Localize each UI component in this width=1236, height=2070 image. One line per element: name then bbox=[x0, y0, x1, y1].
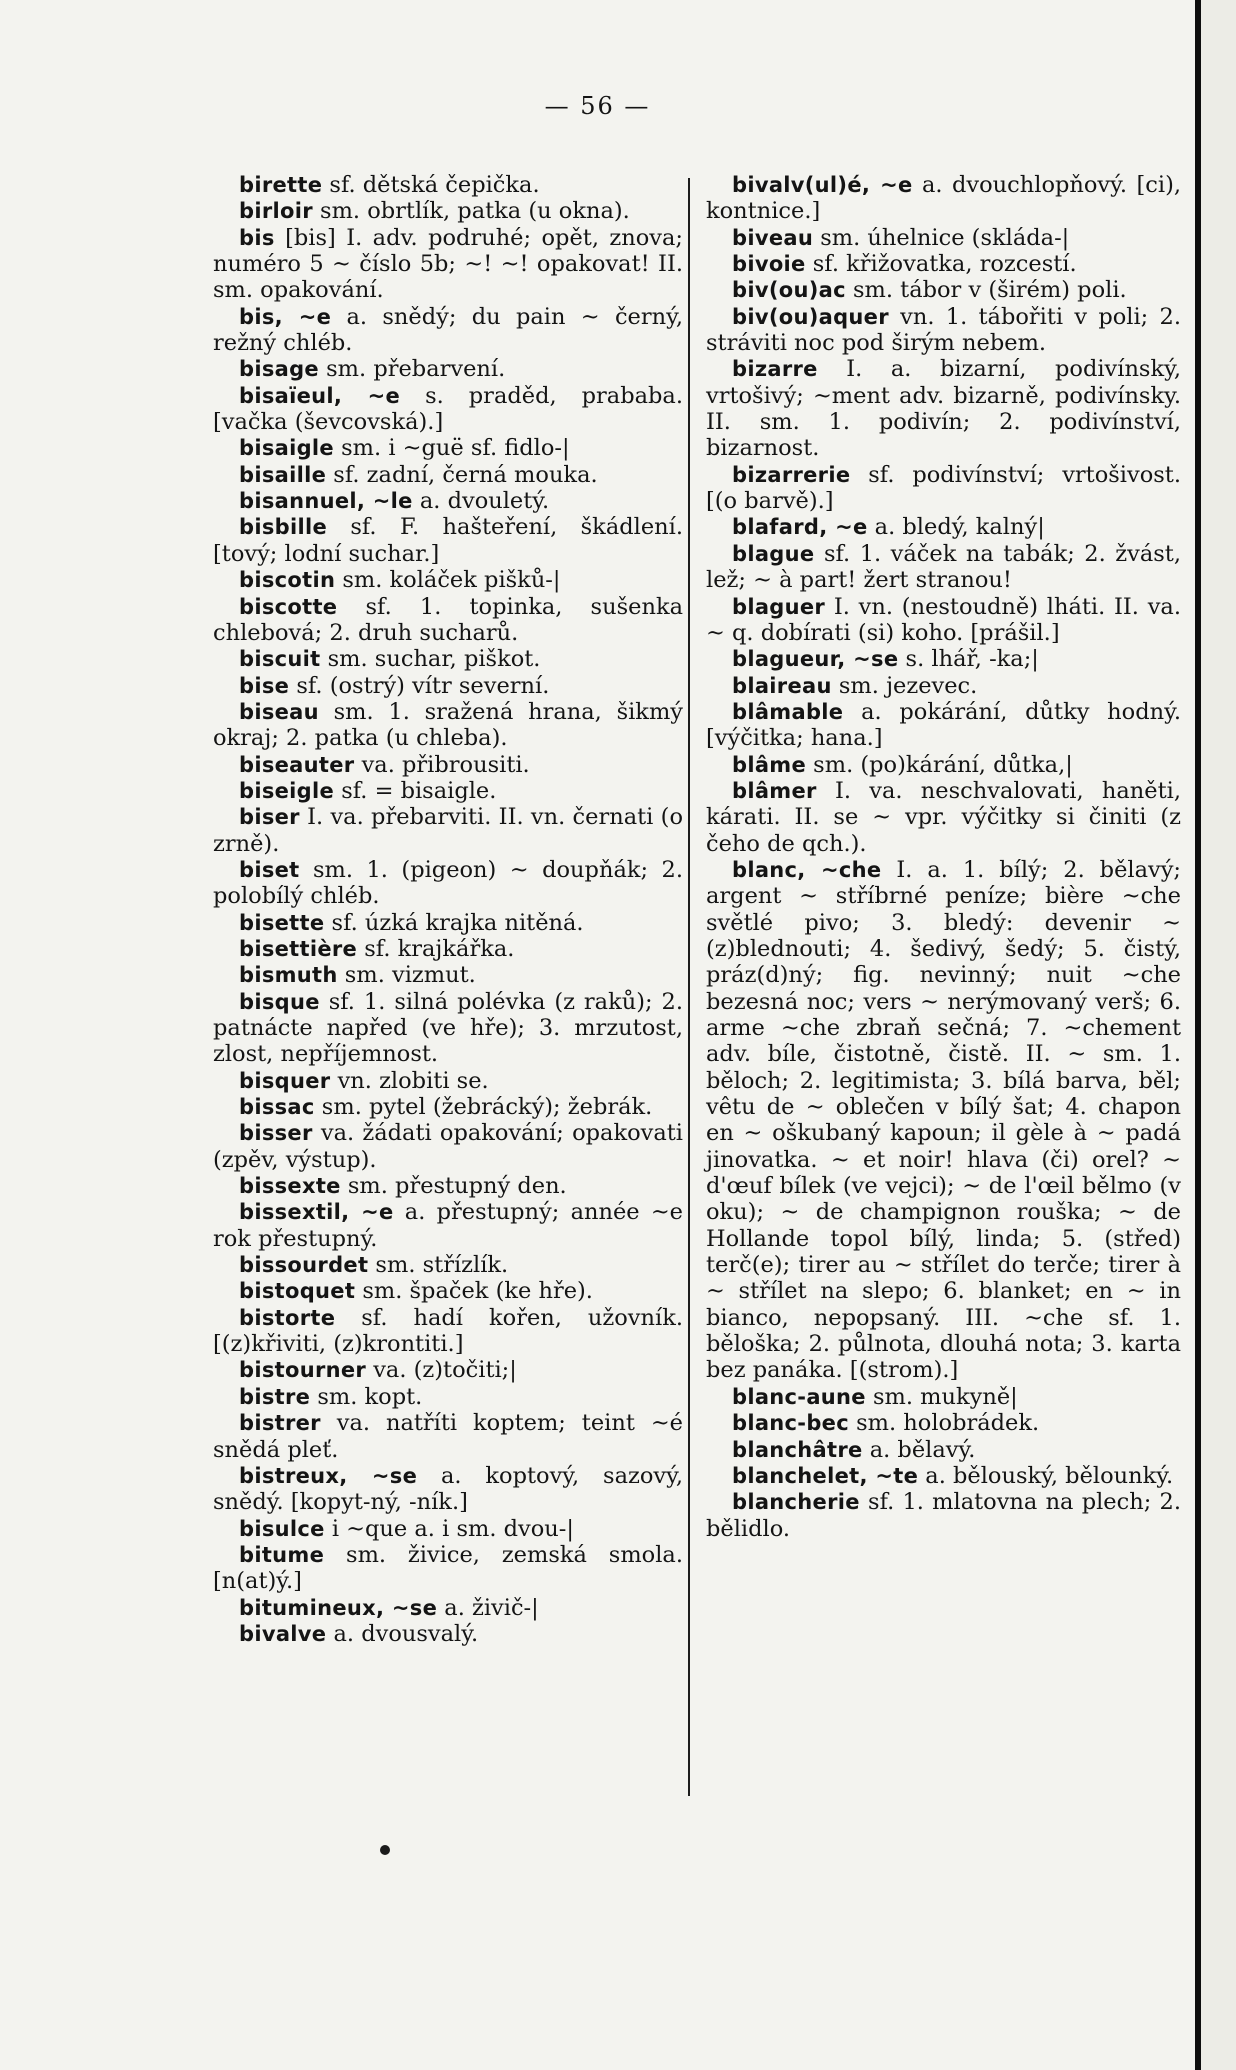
entry-headword: biscuit bbox=[239, 647, 321, 672]
entry-headword: bisaille bbox=[239, 462, 327, 487]
entry-definition: a. pokárání, důtky hodný. [výčitka; hana.] bbox=[706, 698, 1181, 752]
entry-headword: bisbille bbox=[239, 515, 327, 540]
dictionary-entry bbox=[213, 567, 683, 593]
dictionary-entry bbox=[213, 1199, 683, 1252]
entry-headword: blâme bbox=[732, 752, 807, 777]
entry-headword: blancherie bbox=[732, 1490, 860, 1515]
dictionary-entry bbox=[213, 1463, 683, 1516]
dictionary-entry bbox=[213, 1120, 683, 1173]
entry-headword: bisquer bbox=[239, 1068, 331, 1093]
dictionary-entry bbox=[706, 225, 1181, 251]
entry-headword: bis, ~e bbox=[239, 304, 332, 329]
dictionary-entry bbox=[213, 1542, 683, 1595]
dictionary-entry bbox=[213, 1094, 683, 1120]
entry-headword: biveau bbox=[732, 225, 814, 250]
entry-headword: biscotte bbox=[239, 594, 338, 619]
entry-definition: a. dvouchlopňový. [ci), kontnice.] bbox=[706, 172, 1181, 225]
entry-headword: bisannuel, ~le bbox=[239, 489, 413, 514]
entry-definition: va. přibrousiti. bbox=[354, 751, 530, 778]
entry-definition: i ~que a. i sm. dvou-| bbox=[324, 1515, 574, 1542]
entry-definition: a. koptový, sazový, snědý. [kopyt-ný, -ník.] bbox=[213, 1462, 683, 1516]
dictionary-entry bbox=[213, 1384, 683, 1410]
entry-headword: bismuth bbox=[239, 963, 338, 988]
entry-headword: bisaigle bbox=[239, 436, 334, 461]
entry-headword: bitumineux, ~se bbox=[239, 1595, 438, 1620]
dictionary-entry bbox=[706, 1410, 1181, 1436]
entry-definition: sm. 1. sražená hrana, šikmý okraj; 2. patka (u chleba). bbox=[213, 698, 683, 752]
dictionary-entry bbox=[213, 514, 683, 567]
dictionary-entry bbox=[706, 1489, 1181, 1542]
dictionary-entry bbox=[213, 857, 683, 910]
entry-definition: sm. přestupný den. bbox=[340, 1173, 567, 1200]
entry-definition: sm. koláček pišků-| bbox=[335, 567, 561, 594]
entry-definition: sf. 1. váček na tabák; 2. žvást, lež; ~ à part! žert stranou! bbox=[706, 540, 1181, 594]
entry-headword: biseau bbox=[239, 699, 319, 724]
entry-headword: birloir bbox=[239, 199, 313, 224]
entry-definition: sf. 1. silná polévka (z raků); 2. patnácte napřed (ve hře); 3. mrzutost, zlost, nepříjemnost. bbox=[213, 988, 683, 1068]
dictionary-entry bbox=[213, 198, 683, 224]
dictionary-entry bbox=[213, 989, 683, 1068]
next-page-strip bbox=[1201, 0, 1236, 2070]
right-column bbox=[706, 172, 1181, 1542]
entry-definition: a. dvouletý. bbox=[412, 488, 550, 515]
entry-definition: sf. hadí kořen, užovník. [(z)křiviti, (z)krontiti.] bbox=[213, 1304, 683, 1358]
dictionary-entry bbox=[213, 1068, 683, 1094]
entry-headword: bizarre bbox=[732, 357, 818, 382]
dictionary-entry bbox=[706, 1463, 1181, 1489]
entry-headword: bise bbox=[239, 673, 290, 698]
entry-definition: sm. holobrádek. bbox=[848, 1410, 1040, 1437]
dictionary-entry bbox=[213, 1621, 683, 1647]
dictionary-entry bbox=[213, 356, 683, 382]
entry-headword: blanc-bec bbox=[732, 1411, 849, 1436]
entry-headword: biseigle bbox=[239, 778, 335, 803]
dictionary-entry bbox=[706, 541, 1181, 594]
entry-definition: sm. úhelnice (skláda-| bbox=[813, 224, 1070, 251]
entry-headword: bissextil, ~e bbox=[239, 1200, 394, 1225]
entry-definition: sf. křižovatka, rozcestí. bbox=[805, 251, 1077, 278]
dictionary-entry bbox=[706, 277, 1181, 303]
entry-headword: biv(ou)aquer bbox=[732, 304, 889, 329]
dictionary-entry bbox=[213, 936, 683, 962]
dictionary-entry bbox=[706, 356, 1181, 461]
entry-definition: sm. jezevec. bbox=[831, 672, 978, 699]
dictionary-entry bbox=[213, 673, 683, 699]
entry-headword: bissac bbox=[239, 1095, 315, 1120]
dictionary-entry bbox=[706, 304, 1181, 357]
dictionary-entry bbox=[213, 699, 683, 752]
entry-headword: blâmable bbox=[732, 699, 844, 724]
entry-definition: I. va. přebarviti. II. vn. černati (o zrně). bbox=[213, 804, 683, 857]
dictionary-entry bbox=[213, 752, 683, 778]
entry-headword: blanchâtre bbox=[732, 1437, 863, 1462]
entry-definition: sm. i ~guë sf. fidlo-| bbox=[333, 435, 570, 462]
entry-headword: bisettière bbox=[239, 936, 358, 961]
dictionary-entry bbox=[213, 1305, 683, 1358]
dictionary-entry bbox=[706, 1437, 1181, 1463]
entry-headword: bisette bbox=[239, 910, 325, 935]
dictionary-entry bbox=[706, 172, 1181, 225]
entry-definition: sf. dětská čepička. bbox=[322, 172, 540, 198]
dictionary-entry bbox=[213, 804, 683, 857]
entry-headword: blagueur, ~se bbox=[732, 647, 899, 672]
entry-headword: bis bbox=[239, 225, 275, 250]
entry-headword: blanc, ~che bbox=[732, 857, 882, 882]
entry-headword: bistrer bbox=[239, 1411, 321, 1436]
entry-headword: bitume bbox=[239, 1542, 325, 1567]
dictionary-entry bbox=[706, 251, 1181, 277]
dictionary-entry bbox=[706, 778, 1181, 857]
dictionary-entry bbox=[213, 594, 683, 647]
entry-definition: [bis] I. adv. podruhé; opět, znova; numéro 5 ~ číslo 5b; ~! ~! opakovat! II. sm. opakování. bbox=[213, 224, 683, 304]
dictionary-entry bbox=[706, 1384, 1181, 1410]
entry-definition: a. bledý, kalný| bbox=[867, 514, 1045, 541]
entry-definition: sm. suchar, piškot. bbox=[320, 646, 541, 673]
dictionary-entry bbox=[213, 1516, 683, 1542]
dictionary-entry bbox=[213, 225, 683, 304]
entry-definition: s. praděd, prababa. [vačka (ševcovská).] bbox=[213, 382, 683, 436]
entry-definition: sf. úzká krajka nitěná. bbox=[324, 909, 584, 936]
entry-definition: a. živič-| bbox=[437, 1594, 539, 1621]
dictionary-entry bbox=[213, 778, 683, 804]
entry-headword: bizarrerie bbox=[732, 462, 851, 487]
entry-headword: blaireau bbox=[732, 673, 832, 698]
entry-definition: a. dvousvalý. bbox=[326, 1620, 479, 1647]
page-number: — 56 — bbox=[544, 92, 651, 120]
entry-headword: bisaïeul, ~e bbox=[239, 383, 401, 408]
entry-definition: sf. F. hašteření, škádlení. [tový; lodní suchar.] bbox=[213, 514, 683, 567]
entry-headword: bistoquet bbox=[239, 1279, 356, 1304]
entry-headword: bistorte bbox=[239, 1305, 336, 1330]
entry-definition: va. žádati opakování; opakovati (zpěv, výstup). bbox=[213, 1120, 683, 1173]
dictionary-entry bbox=[213, 1173, 683, 1199]
entry-definition: a. bělouský, bělounký. bbox=[918, 1462, 1174, 1489]
entry-headword: biscotin bbox=[239, 568, 336, 593]
dictionary-entry bbox=[213, 1252, 683, 1278]
ink-spot bbox=[380, 1845, 390, 1855]
entry-headword: bissexte bbox=[239, 1174, 341, 1199]
entry-definition: sf. 1. mlatovna na plech; 2. bělidlo. bbox=[706, 1489, 1181, 1542]
entry-definition: vn. zlobiti se. bbox=[330, 1067, 489, 1094]
dictionary-entry bbox=[213, 172, 683, 198]
entry-headword: bivoie bbox=[732, 252, 806, 277]
entry-definition: sf. krajkářka. bbox=[357, 935, 515, 962]
entry-headword: bissourdet bbox=[239, 1253, 369, 1278]
entry-headword: biseauter bbox=[239, 752, 355, 777]
dictionary-entry bbox=[706, 462, 1181, 515]
entry-headword: bivalv(ul)é, ~e bbox=[732, 173, 913, 197]
entry-headword: birette bbox=[239, 173, 323, 197]
entry-headword: bisulce bbox=[239, 1516, 325, 1541]
entry-headword: bistreux, ~se bbox=[239, 1463, 418, 1488]
entry-definition: sf. = bisaigle. bbox=[334, 777, 497, 804]
entry-definition: va. (z)točiti;| bbox=[366, 1357, 517, 1384]
entry-definition: vn. 1. tábořiti v poli; 2. stráviti noc pod širým nebem. bbox=[706, 303, 1181, 357]
entry-definition: sm. 1. (pigeon) ~ doupňák; 2. polobílý chléb. bbox=[213, 856, 683, 910]
dictionary-entry bbox=[706, 594, 1181, 647]
dictionary-entry bbox=[213, 383, 683, 436]
dictionary-entry bbox=[213, 1278, 683, 1304]
entry-definition: sm. mukyně| bbox=[865, 1383, 1018, 1410]
entry-definition: sm. obrtlík, patka (u okna). bbox=[312, 198, 630, 225]
entry-definition: sm. vizmut. bbox=[337, 962, 476, 989]
dictionary-entry bbox=[213, 962, 683, 988]
dictionary-entry bbox=[213, 435, 683, 461]
entry-headword: bistre bbox=[239, 1384, 311, 1409]
entry-definition: sf. 1. topinka, sušenka chlebová; 2. druh sucharů. bbox=[213, 593, 683, 646]
entry-headword: blanchelet, ~te bbox=[732, 1463, 919, 1488]
dictionary-entry bbox=[213, 462, 683, 488]
left-column bbox=[213, 172, 683, 1647]
entry-definition: sm. kopt. bbox=[310, 1383, 423, 1410]
entry-headword: biv(ou)ac bbox=[732, 278, 846, 303]
entry-headword: bistourner bbox=[239, 1358, 367, 1383]
entry-headword: bisage bbox=[239, 357, 319, 382]
dictionary-entry bbox=[706, 857, 1181, 1384]
entry-definition: sm. pytel (žebrácký); žebrák. bbox=[314, 1094, 653, 1121]
dictionary-entry bbox=[213, 646, 683, 672]
entry-headword: blafard, ~e bbox=[732, 515, 868, 540]
entry-definition: sf. (ostrý) vítr severní. bbox=[289, 672, 550, 699]
entry-definition: sf. zadní, černá mouka. bbox=[326, 461, 598, 488]
dictionary-entry bbox=[706, 752, 1181, 778]
dictionary-entry bbox=[706, 699, 1181, 752]
entry-definition: a. snědý; du pain ~ černý, režný chléb. bbox=[213, 303, 683, 357]
entry-definition: sm. střízlík. bbox=[368, 1252, 509, 1279]
entry-definition: sm. živice, zemská smola. [n(at)ý.] bbox=[213, 1541, 683, 1595]
entry-definition: sm. tábor v (širém) poli. bbox=[845, 277, 1127, 304]
entry-definition: I. vn. (nestoudně) lháti. II. va. ~ q. dobírati (si) koho. [prášil.] bbox=[706, 593, 1181, 646]
dictionary-entry bbox=[706, 646, 1181, 672]
entry-headword: bisser bbox=[239, 1121, 313, 1146]
dictionary-entry bbox=[213, 1357, 683, 1383]
entry-definition: sf. podivínství; vrtošivost. [(o barvě).] bbox=[706, 461, 1181, 515]
dictionary-entry bbox=[213, 488, 683, 514]
entry-definition: I. a. bizarní, podivínský, vrtošivý; ~ment adv. bizarně, podivínsky. II. sm. 1. podivín; 2. podivínství, bizarnost. bbox=[706, 356, 1181, 462]
entry-headword: blâmer bbox=[732, 778, 817, 803]
entry-definition: I. va. neschvalovati, haněti, kárati. II. se ~ vpr. výčitky si činiti (z čeho de qch.). bbox=[706, 777, 1181, 857]
entry-definition: sm. (po)kárání, důtka,| bbox=[806, 751, 1073, 778]
entry-headword: bisque bbox=[239, 989, 320, 1014]
entry-definition: a. bělavý. bbox=[862, 1436, 976, 1463]
entry-headword: blague bbox=[732, 541, 815, 566]
entry-definition: s. lhář, -ka;| bbox=[898, 646, 1039, 673]
entry-headword: blanc-aune bbox=[732, 1384, 866, 1409]
dictionary-entry bbox=[213, 910, 683, 936]
column-divider bbox=[688, 178, 690, 1796]
entry-definition: sm. přebarvení. bbox=[318, 356, 506, 383]
entry-definition: a. přestupný; année ~e rok přestupný. bbox=[213, 1199, 683, 1252]
entry-headword: blaguer bbox=[732, 594, 826, 619]
entry-headword: biser bbox=[239, 805, 300, 830]
entry-headword: bivalve bbox=[239, 1621, 327, 1646]
entry-headword: biset bbox=[239, 857, 300, 882]
dictionary-entry bbox=[213, 1410, 683, 1463]
dictionary-entry bbox=[213, 1595, 683, 1621]
dictionary-entry bbox=[213, 304, 683, 357]
dictionary-entry bbox=[706, 673, 1181, 699]
entry-definition: va. natříti koptem; teint ~é snědá pleť. bbox=[213, 1410, 683, 1463]
dictionary-entry bbox=[706, 514, 1181, 540]
entry-definition: sm. špaček (ke hře). bbox=[355, 1278, 593, 1305]
entry-definition: I. a. 1. bílý; 2. bělavý; argent ~ stříbrné peníze; bière ~che světlé pivo; 3. bledý: devenir ~ (z)blednouti; 4. šedivý, šedý; 5. čistý, práz(d)ný; fig. nevinný; nuit ~che bezesná noc; vers ~ nerýmovaný verš; 6. arme ~che zbraň sečná; 7. ~chement adv. bíle, čistotně, čistě. II. ~ sm. 1. běloch; 2. legitimista; 3. bílá barva, běl; vêtu de ~ oblečen v bílý šat; 4. chapon en ~ oškubaný kapoun; il gèle à ~ padá jinovatka. ~ et noir! hlava (či) orel? ~ d'œuf bílek (ve vejci); ~ de l'œil bělmo (v oku); ~ de champignon rouška; ~ de Hollande topol bílý, linda; 5. (střed) terč(e); tirer au ~ střílet do terče; tirer à ~ střílet na slepo; 6. blanket; en ~ in bianco, nepopsaný. III. ~che sf. 1. běloška; 2. půlnota, dlouhá nota; 3. karta bez panáka. [(strom).] bbox=[706, 856, 1181, 1384]
